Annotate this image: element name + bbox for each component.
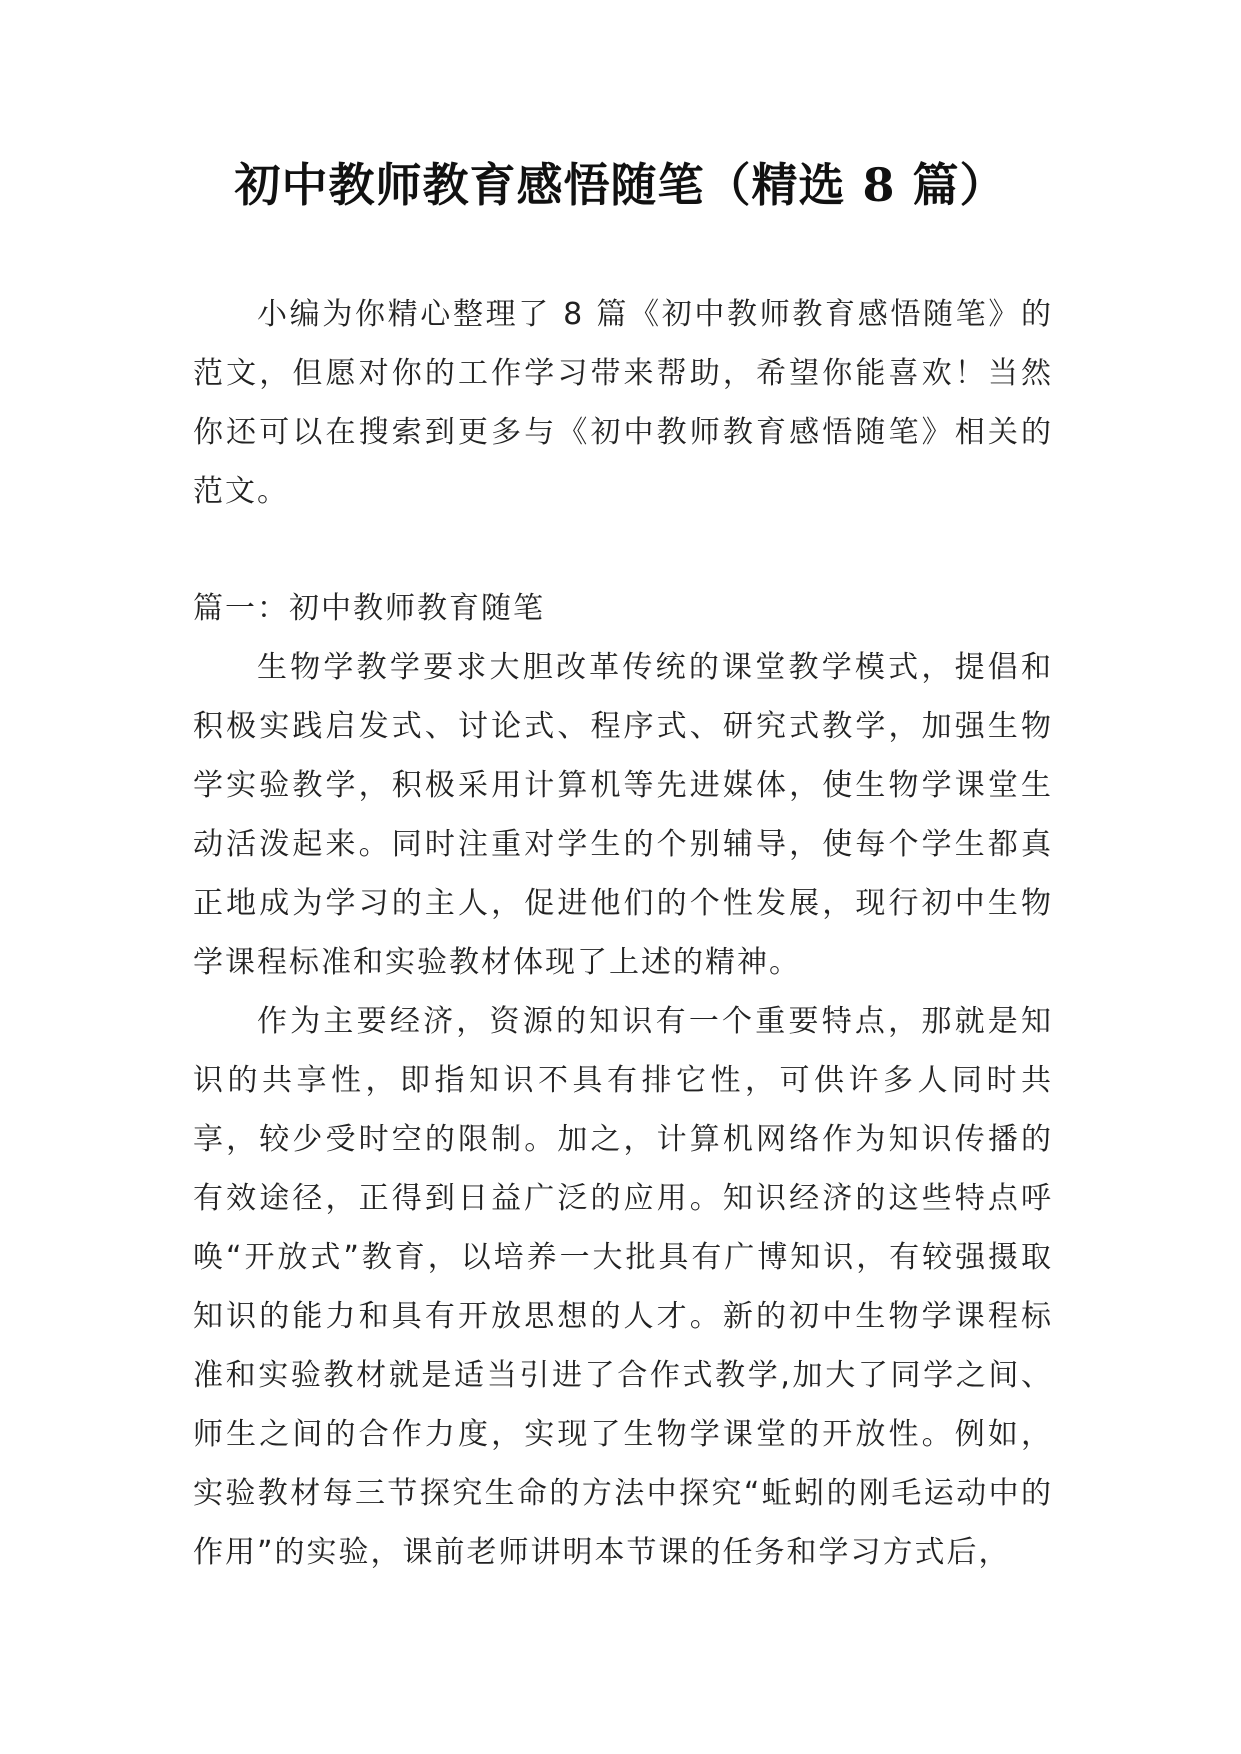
document-body: [193, 285, 1053, 1582]
section-heading: 篇一：初中教师教育随笔: [193, 591, 545, 626]
document-title: 初中教师教育感悟随笔（精选 8 篇）: [234, 158, 1007, 212]
intro-paragraph: 小编为你精心整理了 8 篇《初中教师教育感悟随笔》的范文，但愿对你的工作学习带来帮助，希望你能喜欢！当然你还可以在搜索到更多与《初中教师教育感悟随笔》相关的范文。: [193, 297, 1053, 509]
body-paragraph-2: 作为主要经济，资源的知识有一个重要特点，那就是知识的共享性，即指知识不具有排它性，可供许多人同时共享，较少受时空的限制。加之，计算机网络作为知识传播的有效途径，正得到日益广泛的应用。知识经济的这些特点呼唤“开放式”教育，以培养一大批具有广博知识，有较强摄取知识的能力和具有开放思想的人才。新的初中生物学课程标准和实验教材就是适当引进了合作式教学,加大了同学之间、师生之间的合作力度，实现了生物学课堂的开放性。例如，实验教材每三节探究生命的方法中探究“蚯蚓的刚毛运动中的作用”的实验，课前老师讲明本节课的任务和学习方式后，: [193, 1004, 1053, 1570]
body-paragraph-1: 生物学教学要求大胆改革传统的课堂教学模式，提倡和积极实践启发式、讨论式、程序式、研究式教学，加强生物学实验教学，积极采用计算机等先进媒体，使生物学课堂生动活泼起来。同时注重对学生的个别辅导，使每个学生都真正地成为学习的主人，促进他们的个性发展，现行初中生物学课程标准和实验教材体现了上述的精神。: [193, 650, 1053, 980]
paragraph-spacer: [193, 521, 1053, 579]
